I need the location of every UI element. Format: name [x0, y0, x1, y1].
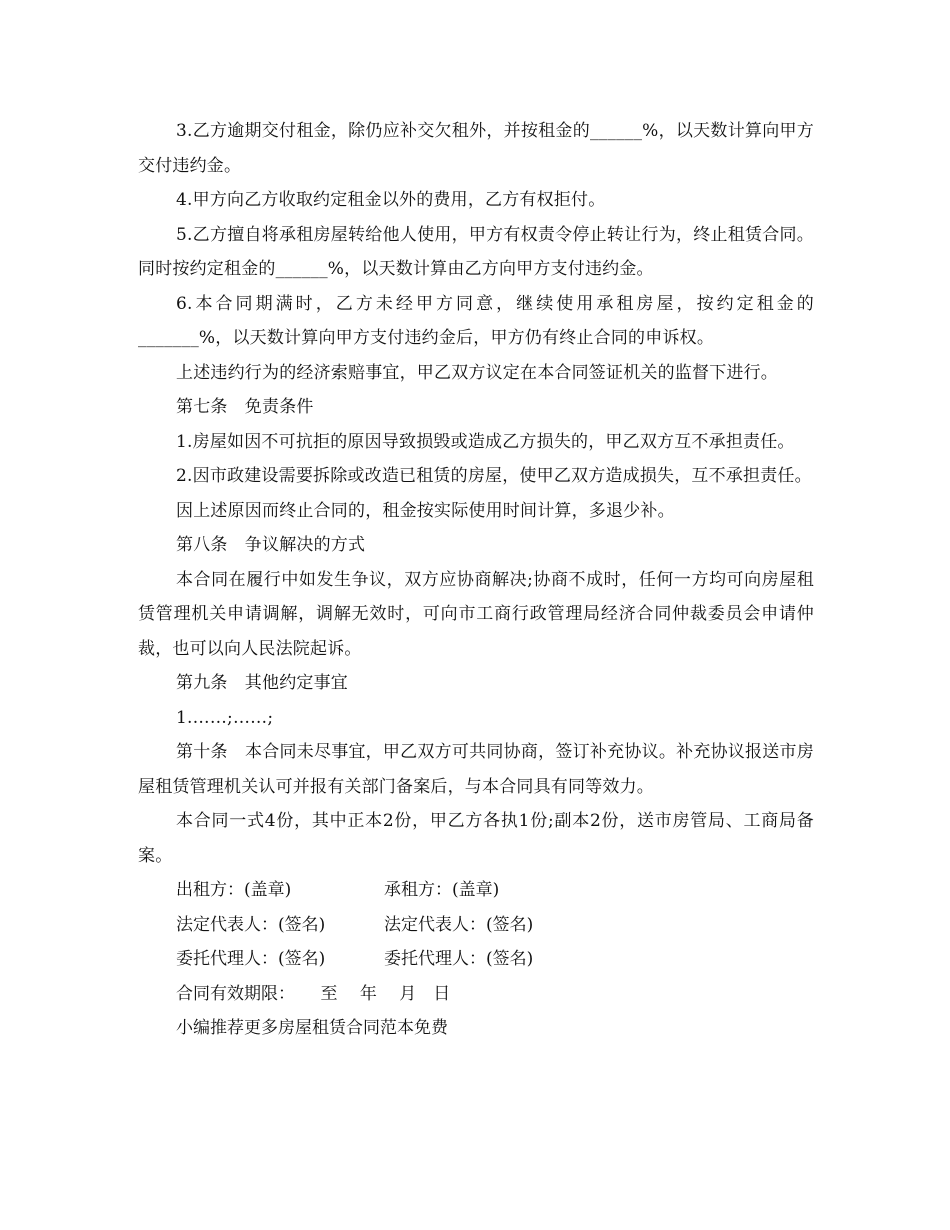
article-8-heading: 第八条 争议解决的方式: [176, 535, 366, 555]
signature-row-representative: [138, 908, 814, 943]
termination-rent-text: 因上述原因而终止合同的，租金按实际使用时间计算，多退少补。: [176, 500, 675, 521]
clause-6-overstay: 6.本合同期满时，乙方未经甲方同意，继续使用承租房屋，按约定租金的_______%，以天数计算向甲方支付违约金后，甲方仍有终止合同的申诉权。: [138, 293, 814, 348]
signature-row-seal: [138, 873, 814, 908]
claims-supervision-text: 上述违约行为的经济索赔事宜，甲乙双方议定在本合同签证机关的监督下进行。: [176, 362, 778, 383]
article-7-item-2: 2.因市政建设需要拆除或改造已租赁的房屋，使甲乙双方造成损失，互不承担责任。: [176, 466, 812, 486]
lessor-seal-label: 出租方：(盖章): [176, 880, 292, 900]
clause-5-sublet: 5.乙方擅自将承租房屋转给他人使用，甲方有权责令停止转让行为，终止租赁合同。同时按约定租金的______%，以天数计算由乙方向甲方支付违约金。: [138, 224, 814, 279]
clause-3-late-rent: 3.乙方逾期交付租金，除仍应补交欠租外，并按租金的______%，以天数计算向甲方交付违约金。: [138, 121, 814, 176]
article-9-item-1: 1.……;……;: [176, 707, 274, 728]
article-7-heading: 第七条 免责条件: [176, 397, 314, 417]
article-7-item-1: 1.房屋如因不可抗拒的原因导致损毁或造成乙方损失的，甲乙双方互不承担责任。: [176, 431, 795, 452]
contract-body: [138, 114, 814, 1046]
article-10-text: 第十条 本合同未尽事宜，甲乙双方可共同协商，签订补充协议。补充协议报送市房屋租赁管理机关认可并报有关部门备案后，与本合同具有同等效力。: [138, 742, 814, 797]
lessee-representative-label: 法定代表人：(签名): [384, 914, 534, 935]
validity-period-line: 合同有效期限： 至 年 月 日: [176, 983, 451, 1004]
lessor-representative-label: 法定代表人：(签名): [176, 914, 326, 935]
dispute-resolution-text: 本合同在履行中如发生争议，双方应协商解决;协商不成时，任何一方均可向房屋租赁管理机关申请调解，调解无效时，可向市工商行政管理局经济合同仲裁委员会申请仲裁，也可以向人民法院起诉。: [138, 569, 814, 659]
lessee-seal-label: 承租方：(盖章): [384, 880, 500, 900]
recommendation-text: 小编推荐更多房屋租赁合同范本免费: [176, 1018, 448, 1038]
lessor-agent-label: 委托代理人：(签名): [176, 949, 326, 969]
clause-4-extra-fees: 4.甲方向乙方收取约定租金以外的费用，乙方有权拒付。: [176, 190, 606, 210]
lessee-agent-label: 委托代理人：(签名): [384, 949, 534, 969]
article-9-heading: 第九条 其他约定事宜: [176, 673, 348, 693]
signature-row-agent: [138, 942, 814, 977]
copies-text: 本合同一式4份，其中正本2份，甲乙方各执1份;副本2份，送市房管局、工商局备案。: [138, 811, 814, 866]
